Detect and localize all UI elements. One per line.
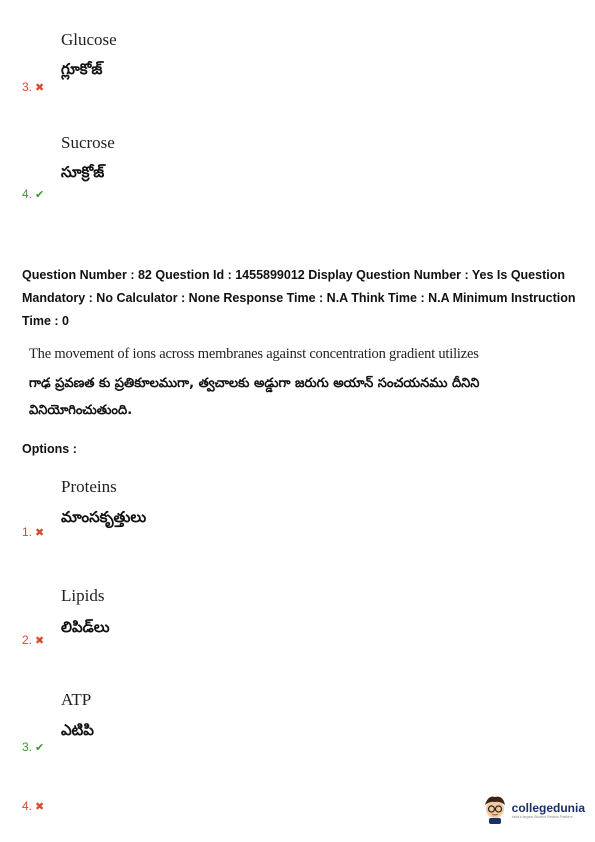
option-2-telugu: లిపిడ్‌లు (61, 618, 110, 636)
option-4-number[interactable] (22, 799, 44, 813)
options-label: Options : (22, 442, 77, 456)
question-header: Question Number : 82 Question Id : 1455899012 Display Question Number : Yes Is Question Mandatory : No Calculator : None Response Time : N.A Think Time : N.A Minimum Instruction Time : 0 (22, 268, 576, 328)
option-number-label: 3. (22, 740, 33, 754)
option-1-english: Proteins (61, 477, 117, 496)
logo-tagline: India's largest Student Review Platform (511, 815, 573, 819)
mascot-icon (482, 795, 508, 825)
prev-option-4-english: Sucrose (61, 133, 115, 152)
option-3-telugu: ఎటిపి (61, 721, 94, 739)
prev-option-3-number[interactable] (22, 80, 44, 94)
prev-option-3-telugu: గ్లూకోజ్ (61, 60, 103, 78)
cross-icon: ✖ (35, 801, 45, 813)
option-3-english: ATP (61, 690, 92, 709)
cross-icon: ✖ (35, 635, 45, 647)
check-icon: ✔ (35, 742, 45, 754)
option-1-number[interactable] (22, 525, 44, 539)
question-text-telugu: గాఢ ప్రవణత కు ప్రతికూలముగా, త్వచాలకు అడ్డుగా జరుగు అయాన్ సంచయనము దీనిని వినియోగించుతుంది. (29, 376, 480, 418)
option-number-label: 1. (22, 525, 33, 539)
option-2-number[interactable] (22, 633, 44, 647)
option-number-label: 4. (22, 187, 33, 201)
option-number-label: 2. (22, 633, 33, 647)
option-1-telugu: మాంసకృత్తులు (61, 508, 147, 526)
question-text-english: The movement of ions across membranes against concentration gradient utilizes (29, 346, 479, 362)
cross-icon: ✖ (35, 527, 45, 539)
collegedunia-logo (482, 795, 585, 825)
option-2-english: Lipids (61, 586, 105, 605)
cross-icon: ✖ (35, 82, 45, 94)
logo-wordmark: collegedunia (511, 801, 585, 815)
prev-option-4-telugu: సూక్రోజ్ (61, 163, 105, 181)
prev-option-4-number[interactable] (22, 187, 44, 201)
option-3-number[interactable] (22, 740, 44, 754)
option-number-label: 4. (22, 799, 33, 813)
prev-option-3-english: Glucose (61, 30, 117, 49)
option-number-label: 3. (22, 80, 33, 94)
check-icon: ✔ (35, 189, 45, 201)
